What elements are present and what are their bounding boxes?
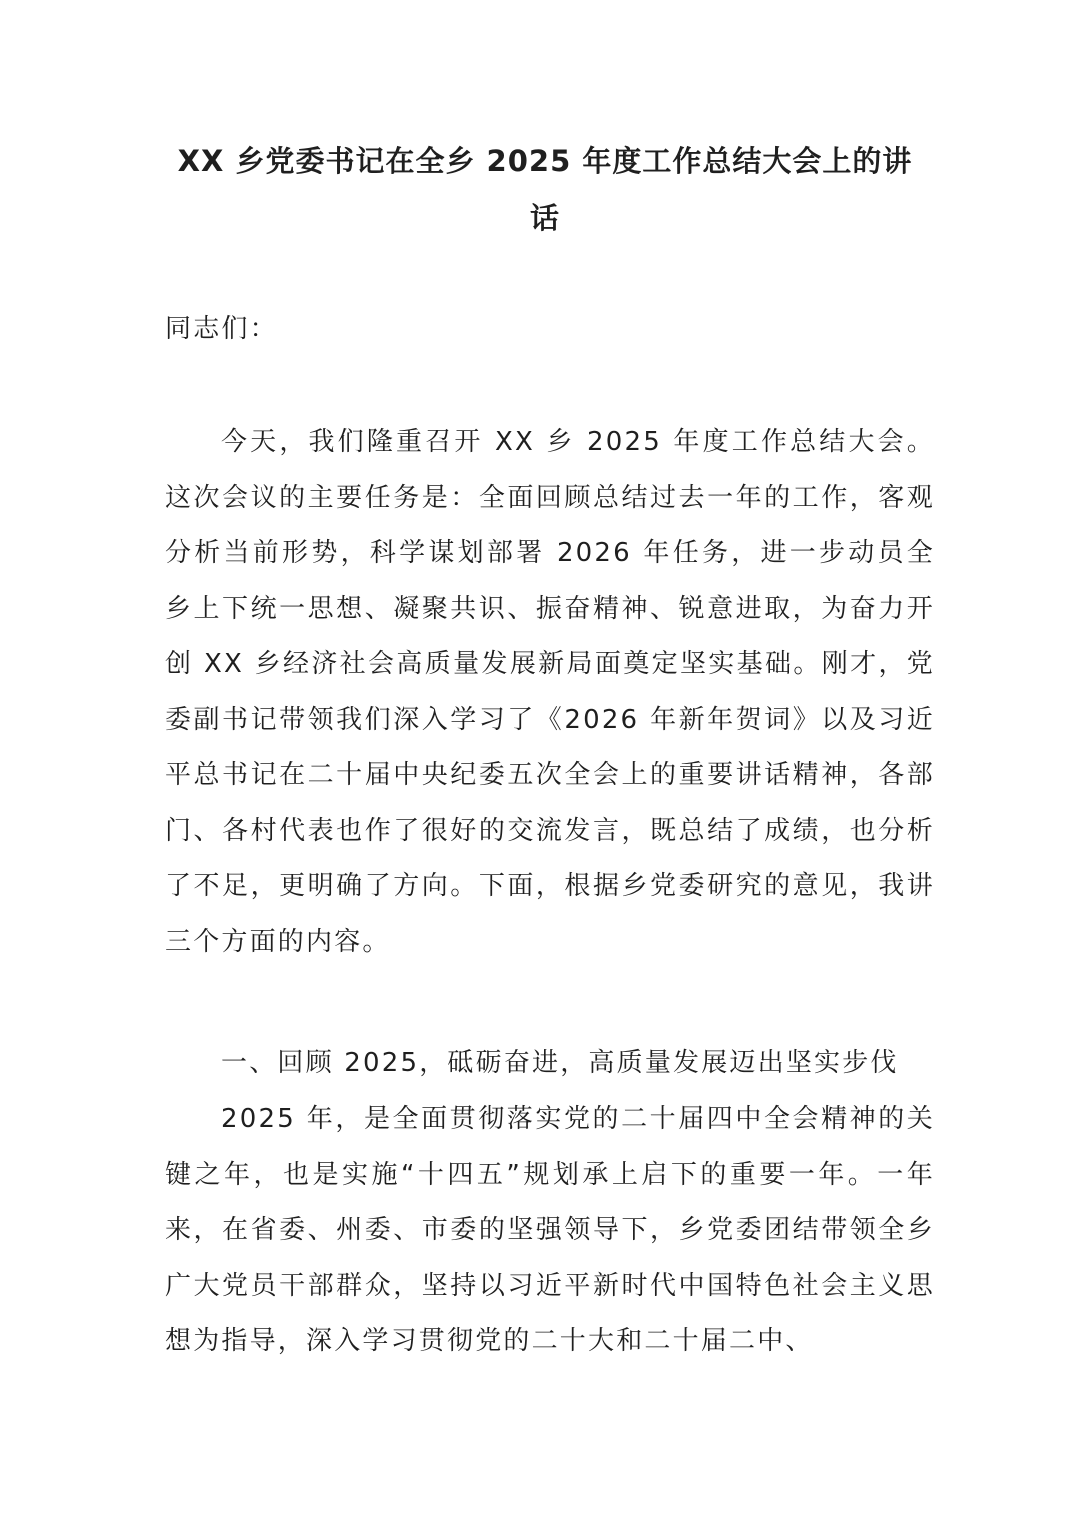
section-one-paragraph: 2025 年，是全面贯彻落实党的二十届四中全会精神的关键之年，也是实施“十四五”规划承上启下的重要一年。一年来，在省委、州委、市委的坚强领导下，乡党委团结带领全乡广大党员干部群众，坚持以习近平新时代中国特色社会主义思想为指导，深入学习贯彻党的二十大和二十届二中、 xyxy=(165,1104,935,1356)
document-title: XX 乡党委书记在全乡 2025 年度工作总结大会上的讲话 xyxy=(177,144,913,235)
section-one-heading: 一、回顾 2025，砥砺奋进，高质量发展迈出坚实步伐 xyxy=(221,1048,899,1078)
salutation: 同志们： xyxy=(165,314,278,344)
intro-paragraph: 今天，我们隆重召开 XX 乡 2025 年度工作总结大会。这次会议的主要任务是：全面回顾总结过去一年的工作，客观分析当前形势，科学谋划部署 2026 年任务，进一步动员全乡上下统一思想、凝聚共识、振奋精神、锐意进取，为奋力开创 XX 乡经济社会高质量发展新局面奠定坚实基础。刚才，党委副书记带领我们深入学习了《2026 年新年贺词》以及习近平总书记在二十届中央纪委五次全会上的重要讲话精神，各部门、各村代表也作了很好的交流发言，既总结了成绩，也分析了不足，更明确了方向。下面，根据乡党委研究的意见，我讲三个方面的内容。 xyxy=(165,427,935,957)
